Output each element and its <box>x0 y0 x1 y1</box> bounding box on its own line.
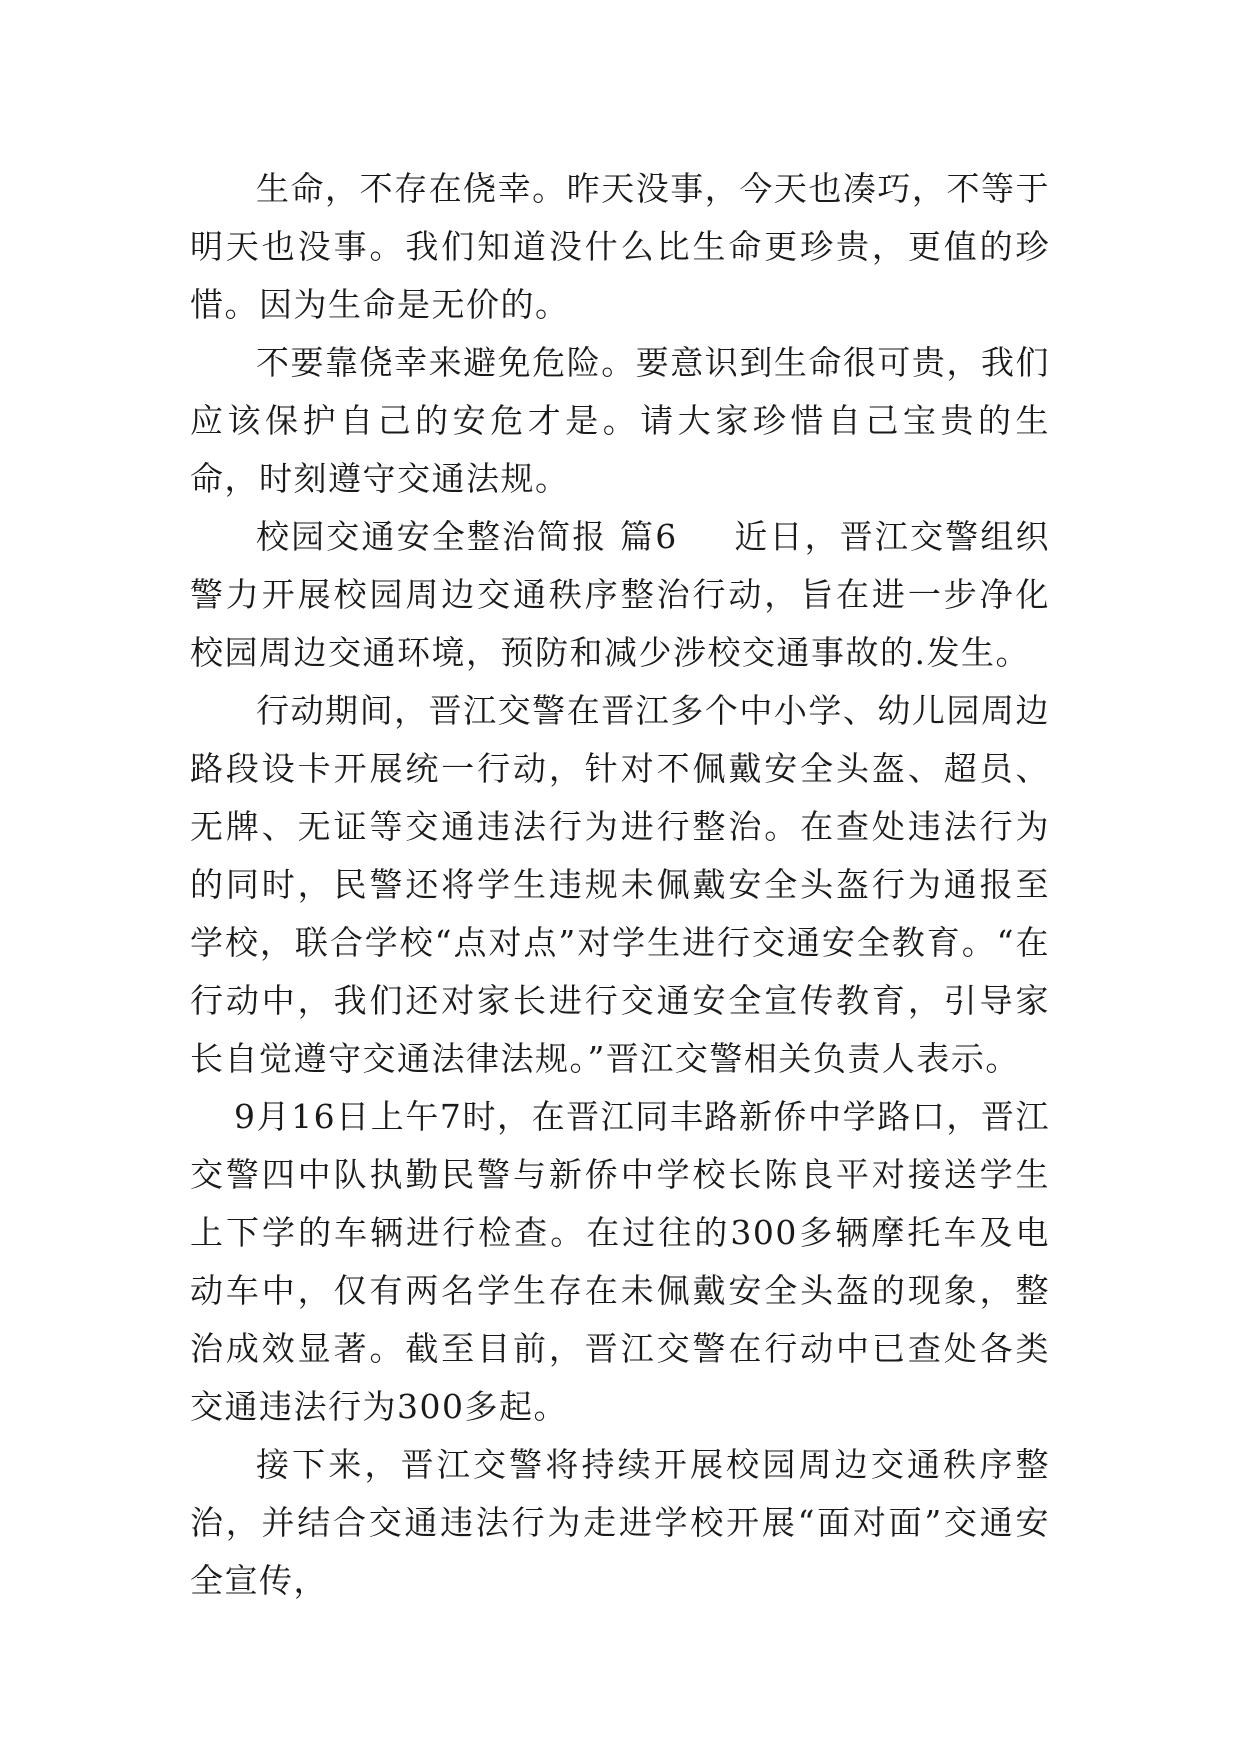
paragraph-4: 行动期间，晋江交警在晋江多个中小学、幼儿园周边路段设卡开展统一行动，针对不佩戴安全头盔、超员、无牌、无证等交通违法行为进行整治。在查处违法行为的同时，民警还将学生违规未佩戴安全头盔行为通报至学校，联合学校“点对点”对学生进行交通安全教育。“在行动中，我们还对家长进行交通安全宣传教育，引导家长自觉遵守交通法律法规。”晋江交警相关负责人表示。 <box>190 691 1050 1078</box>
paragraph-6: 接下来，晋江交警将持续开展校园周边交通秩序整治，并结合交通违法行为走进学校开展“面对面”交通安全宣传， <box>190 1445 1050 1600</box>
paragraph-3 <box>190 508 1050 682</box>
paragraph-2: 不要靠侥幸来避免危险。要意识到生命很可贵，我们应该保护自己的安危才是。请大家珍惜自己宝贵的生命，时刻遵守交通法规。 <box>190 343 1050 498</box>
section-heading: 校园交通安全整治简报 篇6 <box>256 517 678 556</box>
paragraph-5: 9月16日上午7时，在晋江同丰路新侨中学路口，晋江交警四中队执勤民警与新侨中学校长陈良平对接送学生上下学的车辆进行检查。在过往的300多辆摩托车及电动车中，仅有两名学生存在未佩戴安全头盔的现象，整治成效显著。截至目前，晋江交警在行动中已查处各类交通违法行为300多起。 <box>190 1097 1050 1426</box>
document-body <box>190 160 1050 1610</box>
paragraph-1: 生命，不存在侥幸。昨天没事，今天也凑巧，不等于明天也没事。我们知道没什么比生命更珍贵，更值的珍惜。因为生命是无价的。 <box>190 169 1050 324</box>
paragraph-3-text: 近日，晋江交警组织警力开展校园周边交通秩序整治行动，旨在进一步净化校园周边交通环境，预防和减少涉校交通事故的.发生。 <box>190 517 1050 672</box>
